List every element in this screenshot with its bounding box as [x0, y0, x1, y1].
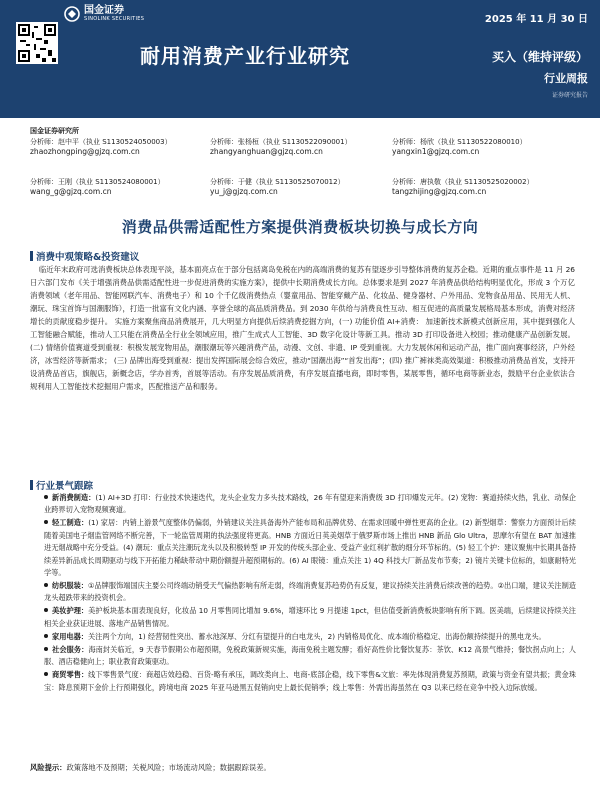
list-item	[44, 580, 576, 605]
company-logo	[64, 5, 144, 22]
section-title: 消费中观策略&投资建议	[36, 252, 140, 263]
rating-label: 买入（维持评级）	[491, 50, 588, 64]
item-label: 家用电器：	[52, 631, 88, 641]
analyst-name: 分析师：赵中平（执业 S1130524050003）	[30, 138, 172, 146]
item-text: (1) AI+3D 打印：行业技术快速迭代，龙头企业发力多头技术路线，26 年有望迎来消费级 3D 打印爆发元年。(2) 宠物：赛道持续火热，乳业、动保企业跨界切入宠物观频赛道。	[44, 493, 576, 515]
section-bar-decoration	[30, 251, 33, 261]
item-label: 轻工制造：	[52, 518, 89, 528]
list-item	[44, 492, 576, 517]
analyst-entry	[392, 137, 527, 157]
section-bar-decoration	[30, 480, 33, 490]
risk-text: 政策落地不及预期；关税风险；市场流动风险；数据跟踪误差。	[66, 763, 271, 772]
analyst-email[interactable]: yangxin1@gjzq.com.cn	[392, 147, 480, 156]
analyst-email[interactable]: wang_g@gjzq.com.cn	[30, 187, 112, 196]
bullet-icon	[44, 495, 48, 499]
analyst-name: 分析师：唐执敬（执业 S1130525020002）	[392, 178, 534, 186]
bullet-icon	[44, 520, 48, 524]
item-text: 线下零售景气度：商超店效趋稳、百货-略有承压，调改类向上、电商-底部企稳，线下零售&文旅：率先体现消费复苏预期，政策与资金有望共振；黄金珠宝：降息预期下金价上行预期强化，跨境电商 2025 年亚马逊黑五促销向史上最长促销季；线上零售：外需出海虽然在 Q3 以来已经在竞争中投入边际放缓。	[44, 670, 576, 692]
item-label: 纺织服装：	[52, 581, 89, 591]
item-text: ①品牌服饰端国庆主要公司终端动销受天气偏热影响有所走弱，终端消费复苏趋势仍有反复，建议持续关注消费后续改善的趋势。②出口端，建议关注制造龙头超跌带来的投资机会。	[44, 581, 576, 603]
strategy-paragraph: 临近年末政府可选消费板块总体表现平淡，基本面亮点在于部分包括离岛免税在内的高端消费的复苏有望逐步引导整体消费的复苏企稳。近期的重点事件是 11 月 26 日六部门发布《关于增强消费品供需适配性进一步促进消费的实施方案》，提供中长期消费成长方向。总体要求是到 2027 年消费品供给结构明显优化，形成 3 个万亿消费领域（老年用品、智能网联汽车、消费电子）和 10 个千亿级消费热点（婴童用品、智能穿戴产品、化妆品、健身器材、户外用品、宠物食品用品、民用无人机、潮玩、珠宝首饰与国潮服饰），打造一批富有文化内涵、享誉全球的高品质消费品。到 2030 年供给与消费良性互动、相互促进的高质量发展格局基本形成，消费对经济增长的贡献度稳步提升。 实施方案聚焦商品消费展开，几大明显方向提供后续消费挖掘方向，(一) 功能价值 AI+消费： 加速新技术新模式创新应用，其中提到强化人工智能融合赋能，推动人工只能在消费品全行业全领域应用，推广生成式人工智能、3D 数字化设计等新工具。推动 3D 打印设备进入校园；推动健康产品创新发展。(二) 情绪价值赛道受到重视：积极发展宠物用品，潮服潮玩等兴趣消费产品，动漫、文创、非遗、IP 受到重视。大力发展休闲和运动产品，推广面向赛事经济，户外经济，冰雪经济等新需求； (三) 品牌出海受到重视：提出发挥国际展会综合效应，推动“国潮出海”“首发出海”；(四) 推广裤袜类高效渠道：积极推动消费品首发，支持开设消费品首店，旗舰店，新概念店，学办首秀，首展等活动。有序发展品质消费，有序发展直播电商，即时零售，某展零售，循环电商等新业态，鼓励平台企业依法合规利用人工智能技术挖掘用户需求，匹配推送产品和服务。	[30, 265, 575, 391]
section-heading-tracking	[30, 478, 93, 492]
item-text: 美护板块基本面表现良好，化妆品 10 月零售同比增加 9.6%，增速环比 9 月提速 1pct，但估值受新消费板块影响有所下调。医美端，后续建议持续关注相关企业获证进展、落地产品销售情况。	[44, 606, 576, 628]
risk-label: 风险提示：	[30, 763, 67, 772]
analyst-entry	[30, 137, 172, 157]
list-item	[44, 644, 576, 669]
analyst-entry	[30, 177, 165, 197]
item-label: 新消费制造：	[52, 493, 96, 502]
institute-name: 国金证券研究所	[30, 127, 79, 135]
logo-name-cn: 国金证券	[84, 5, 124, 16]
logo-name-en: SINOLINK SECURITIES	[84, 16, 145, 22]
report-type: 行业周报	[544, 72, 588, 85]
list-item	[44, 669, 576, 694]
risk-warning	[30, 763, 575, 773]
list-item	[44, 605, 576, 630]
bullet-icon	[44, 634, 48, 638]
sinolink-logo-icon	[64, 6, 80, 22]
section-heading-strategy	[30, 249, 139, 263]
report-title: 耐用消费产业行业研究	[140, 44, 350, 68]
list-item	[44, 631, 576, 643]
analyst-email[interactable]: zhangyanghuan@gjzq.com.cn	[210, 147, 323, 156]
analyst-name: 分析师：张杨桓（执业 S1130522090001）	[210, 138, 352, 146]
analyst-name: 分析师：王刚（执业 S1130524080001）	[30, 178, 165, 186]
item-text: (1) 家居：内销上游景气度整体仍偏弱，外销建议关注具备海外产能布局和品牌优势、在需求回暖中弹性更高的企业。(2) 新型烟草：警察力方面预计后续随着美国电子烟监管网络不断完善，下一轮监管周期的执法强度将更高。HNB 方面近日英美烟草于俄罗斯市场上推出 HNB 新品 Glo Ultra，思摩尔有望在 BAT 加速推进无烟战略中充分受益。(4) 潮玩：重点关注潮玩龙头以及积极转型 IP 开发的传统头部企业、受益产业红利扩散的细分环节标的。(5) 轻工个护：建议聚焦中长期具备持续差异新品成长周期驱动与线下开拓能力稀缺带动中期份额提升超预期标的。(6) AI 眼镜：重点关注 1) 4Q 科技大厂新品发布节奏；2) 镜片关键卡位标的，如康耐特光学等。	[44, 518, 576, 578]
analyst-entry	[210, 137, 352, 157]
analyst-name: 分析师：杨欣（执业 S1130522080010）	[392, 138, 527, 146]
item-label: 美妆护理：	[52, 606, 89, 616]
analyst-email[interactable]: tangzhijing@gjzq.com.cn	[392, 187, 487, 196]
report-headline: 消费品供需适配性方案提供消费板块切换与成长方向	[121, 218, 479, 236]
analyst-entry	[210, 177, 345, 197]
qr-code	[16, 22, 58, 64]
bullet-icon	[44, 583, 48, 587]
analyst-name: 分析师：于健（执业 S1130525070012）	[210, 178, 345, 186]
bullet-icon	[44, 647, 48, 651]
report-subtitle: 证券研究报告	[551, 92, 588, 99]
bullet-icon	[44, 608, 48, 612]
list-item	[44, 517, 576, 579]
qr-code-graphic	[16, 22, 58, 64]
bullet-icon	[44, 672, 48, 676]
item-text: 海南封关临近，9 天春节假期公布超预期，免税政策新规实施，海南免税主题发酵；看好高性价比餐饮复苏：茶饮、K12 高景气维持；餐饮拐点向上；人服、酒店稳健向上；职业教育政策驱动。	[44, 644, 576, 667]
analyst-email[interactable]: zhaozhongping@gjzq.com.cn	[30, 147, 140, 156]
item-label: 社会服务：	[52, 644, 89, 654]
industry-tracking-list	[44, 492, 576, 695]
analyst-entry	[392, 177, 534, 197]
report-header-banner	[0, 0, 600, 118]
item-label: 商贸零售：	[52, 670, 89, 680]
section-title: 行业景气跟踪	[36, 481, 94, 492]
report-date: 2025 年 11 月 30 日	[484, 14, 588, 25]
analyst-email[interactable]: yu_j@gjzq.com.cn	[210, 187, 278, 196]
item-text: 关注两个方向，1) 经营韧性突出、蓄水池深厚、分红有望提升的白电龙头，2) 内销格局优化、成本端价格稳定、出海份额持续提升的黑电龙头。	[87, 631, 546, 641]
